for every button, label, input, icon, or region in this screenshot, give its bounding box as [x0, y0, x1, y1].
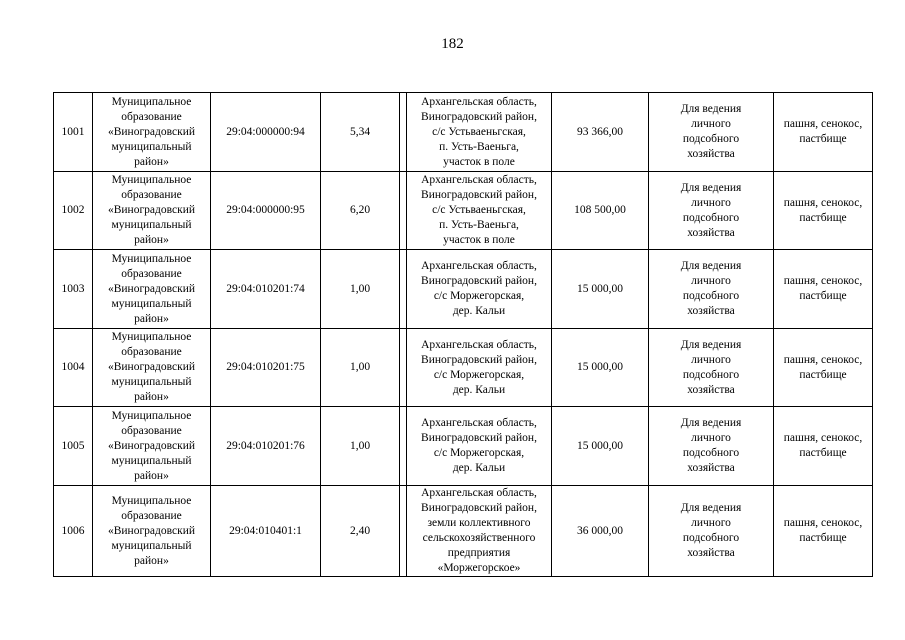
address-cell-line: п. Усть-Ваеньга,: [439, 140, 519, 153]
owner-cell-line: муниципальный: [111, 297, 192, 310]
row-number-cell: 1002: [54, 172, 93, 250]
address-cell: [407, 172, 552, 250]
permitted-use-cell-line: подсобного: [682, 133, 740, 145]
land-type-cell: [774, 486, 873, 577]
owner-cell-line: Муниципальное: [111, 494, 192, 507]
area-cell: 1,00: [321, 407, 400, 486]
area-cell: 6,20: [321, 172, 400, 250]
row-number-cell: 1001: [54, 93, 93, 172]
permitted-use-cell-line: подсобного: [682, 290, 740, 302]
address-cell-line: дер. Кальи: [452, 462, 506, 474]
permitted-use-cell-line: Для ведения: [680, 181, 742, 194]
owner-cell-line: Муниципальное: [111, 174, 192, 186]
address-cell-line: участок в поле: [443, 234, 515, 246]
permitted-use-cell-line: хозяйства: [687, 305, 735, 317]
permitted-use-cell-line: Для ведения: [680, 103, 742, 115]
permitted-use-cell-line: Для ведения: [680, 338, 742, 351]
permitted-use-cell-line: личного: [691, 432, 731, 444]
owner-cell-line: муниципальный: [111, 539, 192, 552]
permitted-use-cell: [649, 250, 774, 329]
owner-cell-line: образование: [121, 110, 182, 123]
permitted-use-cell-line: Для ведения: [680, 502, 742, 514]
owner-cell-line: Муниципальное: [111, 331, 192, 343]
permitted-use-cell-line: подсобного: [682, 211, 740, 224]
owner-cell-line: образование: [121, 424, 182, 437]
spacer-cell: [400, 486, 407, 577]
address-cell: [407, 93, 552, 172]
area-cell: 1,00: [321, 329, 400, 407]
land-type-cell-line: пашня, сенокос,: [783, 196, 863, 209]
owner-cell-line: «Виноградовский: [107, 439, 195, 452]
owner-cell-line: Муниципальное: [111, 409, 192, 422]
cadastral-number-cell: 29:04:000000:94: [211, 93, 321, 172]
table-body: [54, 93, 873, 577]
spacer-cell: [400, 93, 407, 172]
cost-cell: 15 000,00: [552, 250, 649, 329]
address-cell-line: с/с Устьваеньгская,: [432, 204, 526, 216]
cadastral-number-cell: 29:04:010401:1: [211, 486, 321, 577]
cost-cell: 15 000,00: [552, 329, 649, 407]
row-number-cell: 1003: [54, 250, 93, 329]
land-type-cell-line: пастбище: [799, 532, 847, 544]
address-cell-line: предприятия: [447, 547, 511, 559]
spacer-cell: [400, 407, 407, 486]
owner-cell-line: образование: [121, 346, 182, 358]
owner-cell-line: муниципальный: [111, 219, 192, 231]
permitted-use-cell-line: подсобного: [682, 447, 740, 459]
address-cell: [407, 407, 552, 486]
permitted-use-cell: [649, 407, 774, 486]
spacer-cell: [400, 250, 407, 329]
address-cell-line: с/с Устьваеньгская,: [432, 125, 526, 138]
permitted-use-cell-line: подсобного: [682, 532, 740, 544]
owner-cell-line: «Виноградовский: [107, 524, 195, 537]
address-cell-line: Виноградовский район,: [421, 432, 537, 444]
owner-cell-line: район»: [134, 554, 169, 567]
permitted-use-cell-line: личного: [691, 275, 731, 287]
land-type-cell-line: пастбище: [799, 368, 847, 381]
cadastral-number-cell: 29:04:010201:76: [211, 407, 321, 486]
address-cell-line: сельскохозяйственного: [422, 532, 536, 544]
address-cell: [407, 250, 552, 329]
owner-cell: [93, 93, 211, 172]
page-number: 182: [441, 36, 464, 52]
permitted-use-cell-line: подсобного: [682, 368, 740, 381]
owner-cell-line: Муниципальное: [111, 252, 192, 265]
owner-cell-line: «Виноградовский: [107, 282, 195, 295]
owner-cell-line: район»: [134, 391, 169, 403]
address-cell-line: участок в поле: [443, 155, 515, 168]
land-type-cell-line: пашня, сенокос,: [783, 353, 863, 366]
address-cell-line: дер. Кальи: [452, 383, 506, 396]
spacer-cell: [400, 329, 407, 407]
address-cell-line: Виноградовский район,: [421, 189, 537, 201]
permitted-use-cell: [649, 93, 774, 172]
address-cell-line: дер. Кальи: [452, 305, 506, 317]
row-number-cell: 1006: [54, 486, 93, 577]
owner-cell-line: образование: [121, 267, 182, 280]
address-cell-line: Архангельская область,: [421, 417, 537, 429]
owner-cell-line: район»: [134, 312, 169, 325]
address-cell-line: «Моржегорское»: [437, 562, 521, 574]
permitted-use-cell: [649, 486, 774, 577]
land-type-cell-line: пастбище: [799, 133, 847, 145]
land-type-cell-line: пашня, сенокос,: [783, 275, 863, 287]
owner-cell-line: Муниципальное: [111, 95, 192, 108]
cadastral-number-cell: 29:04:010201:74: [211, 250, 321, 329]
land-type-cell: [774, 172, 873, 250]
cost-cell: 93 366,00: [552, 93, 649, 172]
table-row: [54, 93, 873, 172]
land-type-cell-line: пашня, сенокос,: [783, 432, 863, 444]
address-cell-line: п. Усть-Ваеньга,: [439, 219, 519, 231]
spacer-cell: [400, 172, 407, 250]
cost-cell: 108 500,00: [552, 172, 649, 250]
address-cell: [407, 329, 552, 407]
area-cell: 1,00: [321, 250, 400, 329]
permitted-use-cell-line: Для ведения: [680, 417, 742, 429]
owner-cell-line: муниципальный: [111, 376, 192, 388]
address-cell-line: земли коллективного: [427, 517, 531, 529]
row-number-cell: 1005: [54, 407, 93, 486]
area-cell: 5,34: [321, 93, 400, 172]
address-cell-line: с/с Моржегорская,: [433, 368, 525, 381]
cadastral-number-cell: 29:04:000000:95: [211, 172, 321, 250]
address-cell-line: Архангельская область,: [421, 174, 537, 186]
permitted-use-cell-line: хозяйства: [687, 148, 735, 160]
owner-cell: [93, 250, 211, 329]
row-number-cell: 1004: [54, 329, 93, 407]
permitted-use-cell-line: хозяйства: [687, 383, 735, 396]
permitted-use-cell-line: личного: [691, 353, 731, 366]
address-cell: [407, 486, 552, 577]
owner-cell-line: образование: [121, 509, 182, 522]
address-cell-line: Виноградовский район,: [421, 275, 537, 287]
owner-cell-line: «Виноградовский: [107, 361, 195, 373]
table-row: [54, 486, 873, 577]
address-cell-line: Архангельская область,: [421, 338, 537, 351]
permitted-use-cell-line: Для ведения: [680, 260, 742, 272]
owner-cell-line: район»: [134, 469, 169, 482]
address-cell-line: с/с Моржегорская,: [433, 290, 525, 302]
land-type-cell-line: пастбище: [799, 447, 847, 459]
land-type-cell: [774, 407, 873, 486]
owner-cell: [93, 407, 211, 486]
land-type-cell: [774, 329, 873, 407]
land-type-cell-line: пашня, сенокос,: [783, 517, 863, 529]
address-cell-line: Архангельская область,: [421, 260, 537, 272]
owner-cell-line: «Виноградовский: [107, 204, 195, 216]
address-cell-line: Архангельская область,: [421, 95, 537, 108]
area-cell: 2,40: [321, 486, 400, 577]
permitted-use-cell-line: хозяйства: [687, 462, 735, 474]
land-type-cell: [774, 93, 873, 172]
land-registry-table: [53, 92, 873, 577]
table-row: [54, 407, 873, 486]
permitted-use-cell: [649, 172, 774, 250]
owner-cell-line: муниципальный: [111, 140, 192, 153]
cadastral-number-cell: 29:04:010201:75: [211, 329, 321, 407]
address-cell-line: Архангельская область,: [421, 487, 537, 499]
land-type-cell-line: пастбище: [799, 290, 847, 302]
cost-cell: 36 000,00: [552, 486, 649, 577]
land-type-cell-line: пашня, сенокос,: [783, 118, 863, 130]
address-cell-line: с/с Моржегорская,: [433, 447, 525, 459]
owner-cell-line: «Виноградовский: [107, 125, 195, 138]
table-row: [54, 250, 873, 329]
owner-cell: [93, 172, 211, 250]
permitted-use-cell-line: личного: [691, 517, 731, 529]
address-cell-line: Виноградовский район,: [421, 502, 537, 514]
permitted-use-cell: [649, 329, 774, 407]
owner-cell-line: район»: [134, 155, 169, 168]
owner-cell-line: образование: [121, 189, 182, 201]
owner-cell: [93, 486, 211, 577]
permitted-use-cell-line: личного: [691, 196, 731, 209]
land-type-cell: [774, 250, 873, 329]
permitted-use-cell-line: хозяйства: [687, 226, 735, 239]
address-cell-line: Виноградовский район,: [421, 353, 537, 366]
land-type-cell-line: пастбище: [799, 211, 847, 224]
table-row: [54, 329, 873, 407]
cost-cell: 15 000,00: [552, 407, 649, 486]
address-cell-line: Виноградовский район,: [421, 110, 537, 123]
owner-cell: [93, 329, 211, 407]
permitted-use-cell-line: хозяйства: [687, 547, 735, 559]
owner-cell-line: муниципальный: [111, 454, 192, 467]
owner-cell-line: район»: [134, 234, 169, 246]
table-row: [54, 172, 873, 250]
permitted-use-cell-line: личного: [691, 118, 731, 130]
